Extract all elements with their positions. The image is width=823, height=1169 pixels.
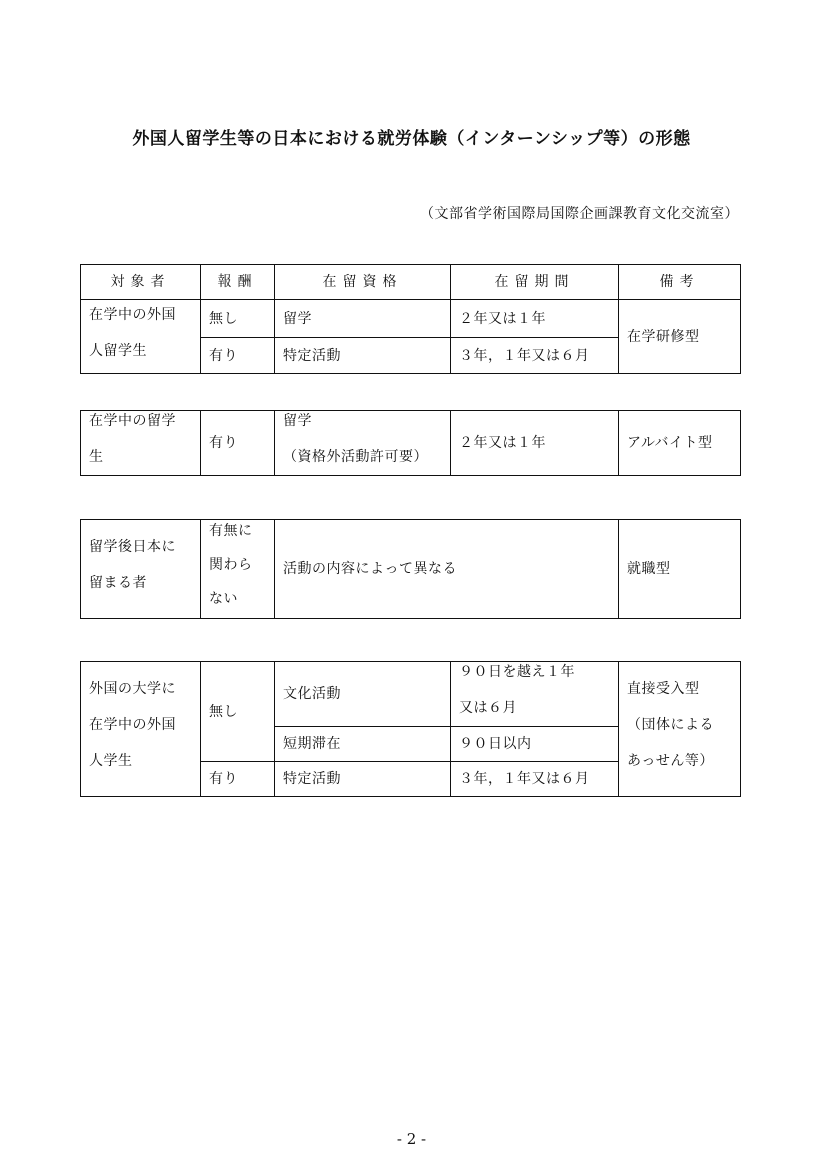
target-cell [81,662,201,797]
pay-cell: 無し [201,300,275,338]
table-row [81,300,741,338]
period-cell: ３年，１年又は６月 [451,338,619,374]
target-line-3: 人学生 [89,753,133,769]
target-line-1: 外国の大学に [89,681,176,697]
status-cell: 留学 [275,300,451,338]
remark-cell: 在学研修型 [619,300,741,374]
target-line-1: 留学後日本に [89,539,176,555]
period-cell: ２年又は１年 [451,411,619,476]
status-line-1: 留学 [283,413,312,429]
status-line-2: （資格外活動許可要） [283,449,428,465]
target-line-2: 留まる者 [89,575,147,591]
period-cell: ２年又は１年 [451,300,619,338]
period-cell: ９０日以内 [451,727,619,762]
target-line-2: 在学中の外国 [89,717,176,733]
target-cell [81,520,201,619]
content-cell: 活動の内容によって異なる [275,520,619,619]
remark-cell: 就職型 [619,520,741,619]
header-target: 対象者 [81,265,201,300]
document-title: 外国人留学生等の日本における就労体験（インターンシップ等）の形態 [132,129,691,149]
source-note: （文部省学術国際局国際企画課教育文化交流室） [420,206,739,222]
table-part-time [80,410,741,476]
pay-line-2: 関わら [209,557,253,573]
header-period: 在留期間 [451,265,619,300]
period-line-1: ９０日を越え１年 [459,664,575,680]
table-row [81,520,741,619]
header-remark: 備考 [619,265,741,300]
table-direct-acceptance [80,661,741,797]
remark-cell: アルバイト型 [619,411,741,476]
table-employment [80,519,741,619]
target-line-1: 在学中の外国 [89,306,176,323]
pay-cell: 有り [201,762,275,797]
status-cell: 特定活動 [275,338,451,374]
target-cell [81,411,201,476]
period-cell [451,662,619,727]
remark-line-3: あっせん等） [627,753,714,769]
status-cell [275,411,451,476]
page-number: - 2 - [396,1130,427,1148]
remark-cell [619,662,741,797]
period-cell: ３年，１年又は６月 [451,762,619,797]
header-pay: 報酬 [201,265,275,300]
remark-line-2: （団体による [627,717,714,733]
pay-cell: 有り [201,411,275,476]
table-row [81,662,741,727]
table-header-row [81,265,741,300]
target-line-2: 人留学生 [89,342,147,359]
pay-cell: 有り [201,338,275,374]
status-cell: 特定活動 [275,762,451,797]
table-in-school-training [80,264,741,374]
remark-line-1: 直接受入型 [627,681,700,697]
status-cell: 短期滞在 [275,727,451,762]
status-cell: 文化活動 [275,662,451,727]
period-line-2: 又は６月 [459,700,517,716]
target-line-1: 在学中の留学 [89,413,176,429]
pay-cell: 無し [201,662,275,762]
table-row [81,411,741,476]
pay-cell [201,520,275,619]
header-status: 在留資格 [275,265,451,300]
pay-line-3: ない [209,591,238,607]
pay-line-1: 有無に [209,523,253,539]
target-cell [81,300,201,374]
target-line-2: 生 [89,449,104,465]
